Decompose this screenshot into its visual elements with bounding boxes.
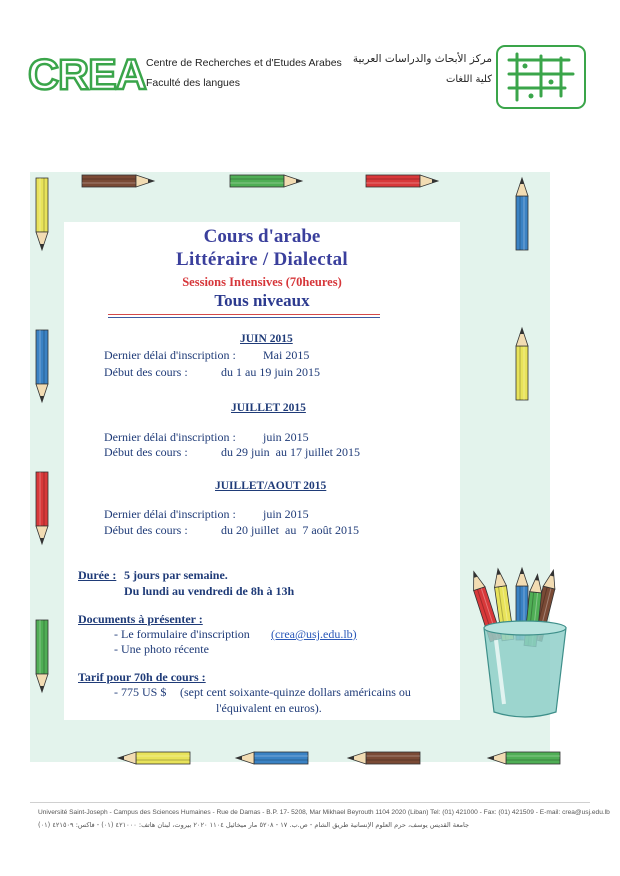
- pencil-icon: [118, 752, 190, 764]
- deadline-value: juin 2015: [263, 430, 309, 444]
- footer-address-ar: جامعة القديس يوسف، حرم العلوم الإنسانية طريق الشام - ص.ب. ١٧ - ٥٢٠٨ مار ميخائيل ١١٠٤ ٢٠٢٠ بيروت، لبنان هاتف: ٤٢١٠٠٠ (٠١) - فاكس: ٤٢١٥٠٩ (٠١): [38, 821, 470, 829]
- title-divider: [108, 314, 380, 315]
- deadline-label: Dernier délai d'inscription :: [104, 348, 236, 362]
- tariff-description: l'équivalent en euros).: [216, 701, 322, 715]
- start-label: Début des cours :: [104, 365, 188, 379]
- duration-value: 5 jours par semaine.: [124, 568, 228, 582]
- pencil-icon: [236, 752, 308, 764]
- session-heading: JUILLET 2015: [231, 402, 306, 414]
- pencil-icon: [36, 620, 48, 692]
- deadline-value: Mai 2015: [263, 348, 310, 362]
- title-line-2: Littéraire / Dialectal: [176, 249, 348, 270]
- subtitle-sessions: Sessions Intensives (70heures): [182, 275, 342, 289]
- pencil-icon: [36, 178, 48, 250]
- faculty-ar: كلية اللغات: [445, 74, 492, 85]
- course-dates: du 29 juin au 17 juillet 2015: [221, 445, 360, 459]
- pencil-icon: [36, 472, 48, 544]
- footer-address-fr: Université Saint-Joseph - Campus des Sciences Humaines - Rue de Damas - B.P. 17- 5208, Mar Mikhael Beyrouth 1104 2020 (Liban) Tel: (01) 421000 - Fax: (01) 421509 - E-mail: crea@usj.edu.lb: [38, 809, 610, 816]
- start-label: Début des cours :: [104, 523, 188, 537]
- title-line-1: Cours d'arabe: [203, 226, 321, 247]
- pencil-icon: [230, 175, 302, 187]
- tariff-label: Tarif pour 70h de cours :: [78, 670, 206, 684]
- session-heading: JUILLET/AOUT 2015: [215, 480, 327, 492]
- deadline-value: juin 2015: [263, 507, 309, 521]
- org-name-ar: مركز الأبحاث والدراسات العربية: [352, 53, 492, 65]
- org-name-fr: Centre de Recherches et d'Etudes Arabes: [146, 57, 342, 69]
- deadline-label: Dernier délai d'inscription :: [104, 430, 236, 444]
- documents-label: Documents à présenter :: [78, 612, 203, 626]
- pencil-cup-icon: [468, 568, 566, 717]
- pencil-icon: [348, 752, 420, 764]
- subtitle-levels: Tous niveaux: [214, 291, 310, 310]
- deadline-label: Dernier délai d'inscription :: [104, 507, 236, 521]
- document-item: - Le formulaire d'inscription: [114, 627, 250, 641]
- email-link[interactable]: (crea@usj.edu.lb): [271, 627, 357, 641]
- document-item: - Une photo récente: [114, 642, 209, 656]
- pencil-icon: [82, 175, 154, 187]
- pencil-icon: [516, 328, 528, 400]
- title-divider: [108, 317, 380, 318]
- duration-label: Durée :: [78, 568, 117, 582]
- crea-logo: CREA: [28, 51, 146, 99]
- session-heading: JUIN 2015: [240, 333, 293, 345]
- pencil-icon: [516, 178, 528, 250]
- course-dates: du 20 juillet au 7 août 2015: [221, 523, 359, 537]
- footer-divider: [30, 802, 590, 803]
- start-label: Début des cours :: [104, 445, 188, 459]
- course-dates: du 1 au 19 juin 2015: [221, 365, 320, 379]
- pencil-icon: [488, 752, 560, 764]
- tariff-price: - 775 US $: [114, 685, 167, 699]
- tariff-description: (sept cent soixante-quinze dollars américains ou: [180, 685, 411, 699]
- duration-hours: Du lundi au vendredi de 8h à 13h: [124, 584, 295, 598]
- pencil-icon: [366, 175, 438, 187]
- faculty-fr: Faculté des langues: [146, 77, 240, 89]
- pencil-icon: [36, 330, 48, 402]
